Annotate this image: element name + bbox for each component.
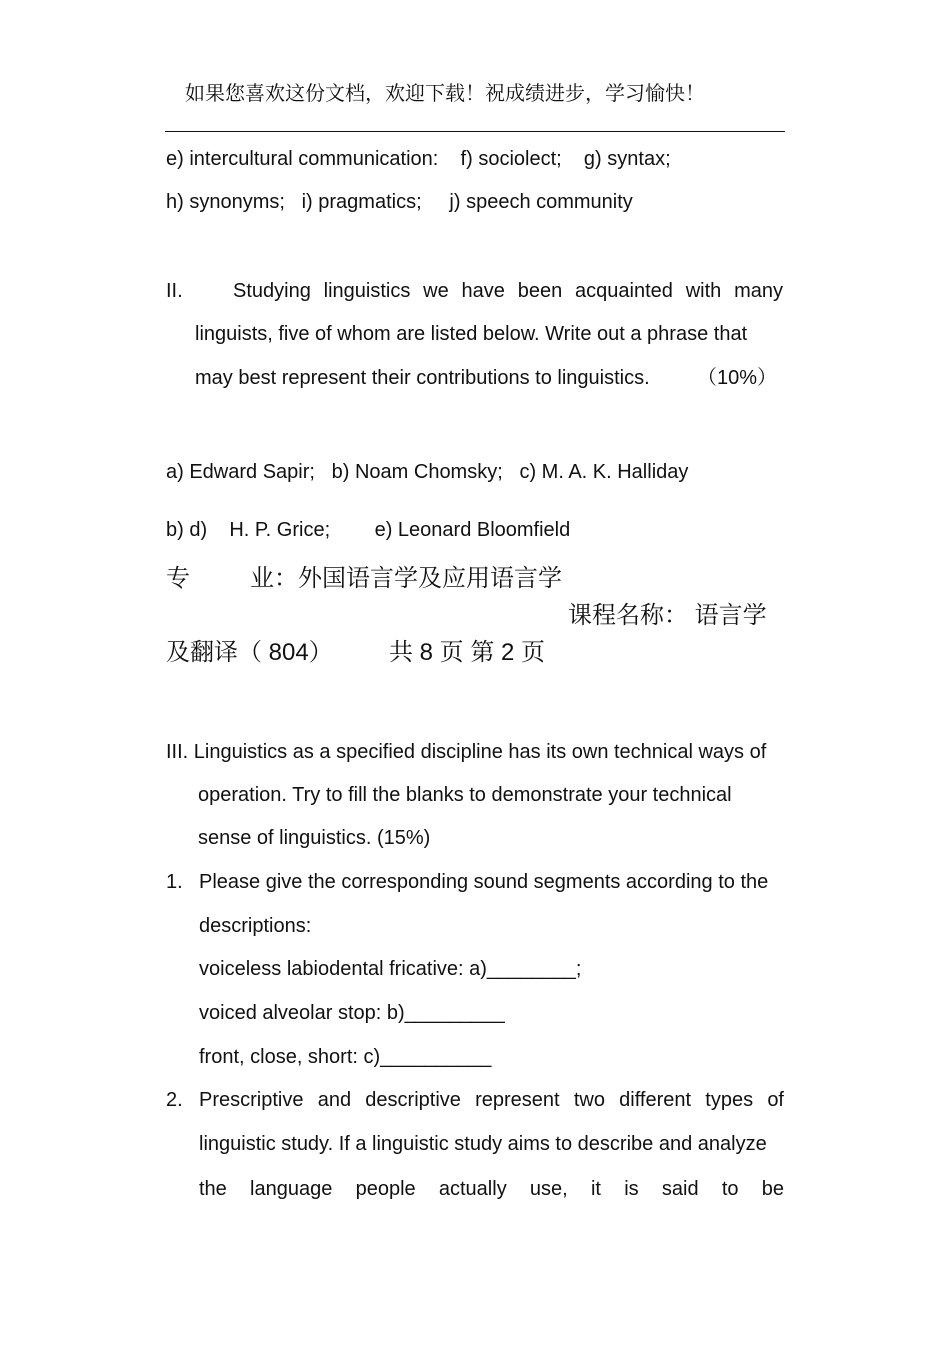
section2-line2: linguists, five of whom are listed below. Write out a phrase that — [195, 323, 748, 345]
section1-line2: h) synonyms; i) pragmatics; j) speech community — [166, 191, 633, 213]
section2-names-line2: b) d) H. P. Grice; e) Leonard Bloomfield — [166, 519, 571, 541]
section2-names-line1: a) Edward Sapir; b) Noam Chomsky; c) M. A. K. Halliday — [166, 461, 689, 483]
question2-line2: linguistic study. If a linguistic study aims to describe and analyze — [199, 1133, 767, 1155]
section3-intro-line2: operation. Try to fill the blanks to demonstrate your technical — [198, 784, 732, 806]
question1-blank-c: front, close, short: c)__________ — [199, 1046, 492, 1068]
major-label: 业：外国语言学及应用语言学 — [250, 565, 562, 592]
major-label-char: 专 — [166, 565, 190, 592]
course-label: 课程名称： 语言学 — [568, 602, 767, 629]
question1-blank-a: voiceless labiodental fricative: a)________; — [199, 958, 582, 980]
section2-weight: （10%） — [697, 367, 778, 389]
section2-line3: may best represent their contributions to linguistics. — [195, 367, 650, 389]
course-name-continued: 及翻译（ 804） — [166, 639, 333, 666]
page-count: 共 8 页 第 2 页 — [389, 639, 546, 666]
question2-line3: the language people actually use, it is said to be — [199, 1178, 784, 1200]
question2-line1: Prescriptive and descriptive represent two different types of — [199, 1089, 784, 1111]
question1-number: 1. — [166, 871, 183, 893]
question1-line1: Please give the corresponding sound segments according to the — [199, 871, 769, 893]
section3-intro-line1: III. Linguistics as a specified discipline has its own technical ways of — [166, 741, 767, 763]
question2-number: 2. — [166, 1089, 183, 1111]
header-banner: 如果您喜欢这份文档，欢迎下载！祝成绩进步，学习愉快！ — [185, 83, 705, 105]
question1-line2: descriptions: — [199, 915, 312, 937]
section2-numeral: II. — [166, 280, 183, 302]
section1-line1: e) intercultural communication: f) sociolect; g) syntax; — [166, 148, 671, 170]
section3-intro-line3: sense of linguistics. (15%) — [198, 827, 431, 849]
section2-line1: Studying linguistics we have been acquainted with many — [233, 280, 783, 302]
question1-blank-b: voiced alveolar stop: b)_________ — [199, 1002, 505, 1024]
header-divider — [165, 131, 785, 132]
